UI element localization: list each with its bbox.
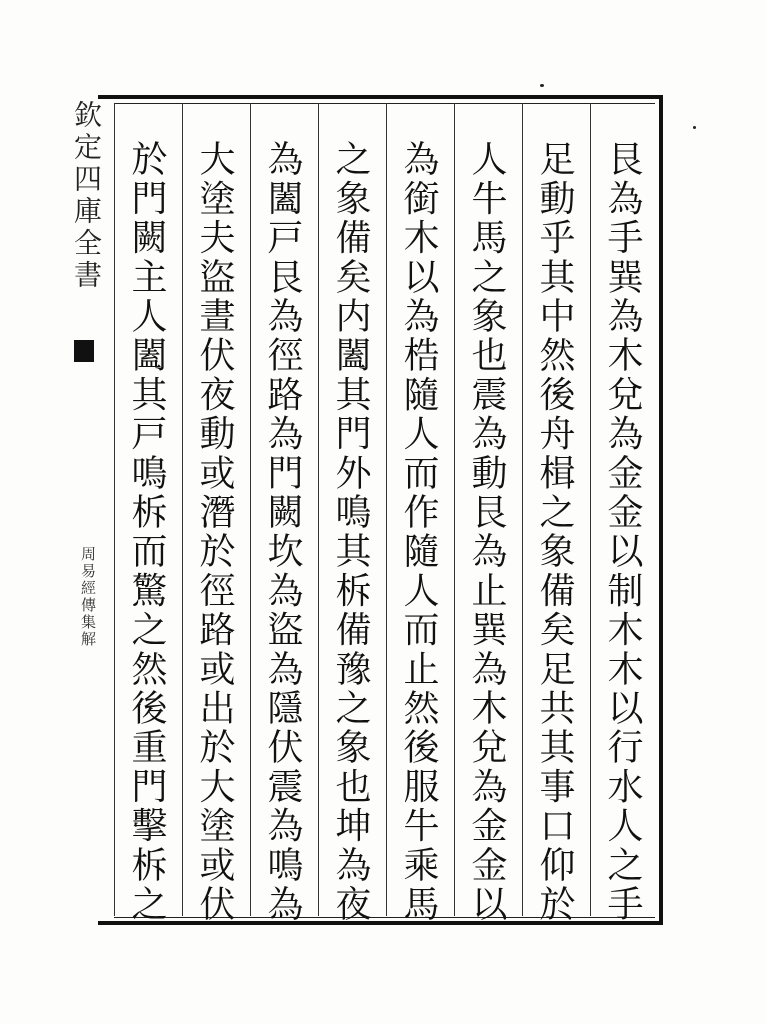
column-rule xyxy=(590,103,591,916)
text-column-6: 為闔戸艮為徑路為門闕坎為盜為隱伏震為鳴為 xyxy=(262,140,303,924)
text-column-7: 大塗夫盜晝伏夜動或潛於徑路或出於大塗或伏 xyxy=(194,140,235,924)
collection-title: 欽定四庫全書 xyxy=(70,100,103,292)
column-rule xyxy=(114,103,115,916)
column-rule xyxy=(522,103,523,916)
banxin-margin xyxy=(66,100,106,920)
text-column-3: 人牛馬之象也震為動艮為止巽為木兌為金金以 xyxy=(466,140,507,924)
column-rule xyxy=(454,103,455,916)
fish-tail-mark-icon xyxy=(74,340,94,362)
ink-speck xyxy=(540,84,544,87)
text-column-5: 之象備矣内闔其門外鳴其柝備豫之象也坤為夜 xyxy=(330,140,371,924)
text-column-4: 為銜木以為梏隨人而作隨人而止然後服牛乘馬 xyxy=(398,140,439,924)
text-column-8: 於門闕主人闔其戸鳴柝而驚之然後重門擊柝之 xyxy=(126,140,167,924)
text-column-1: 艮為手巽為木兌為金金以制木木以行水人之手 xyxy=(602,140,643,924)
text-column-2: 足動乎其中然後舟楫之象備矣足共其事口仰於 xyxy=(534,140,575,924)
ink-speck xyxy=(693,126,696,129)
column-rule xyxy=(318,103,319,916)
column-rule xyxy=(250,103,251,916)
book-title: 周易經傳集解 xyxy=(79,546,97,648)
column-rule xyxy=(182,103,183,916)
column-rule xyxy=(386,103,387,916)
